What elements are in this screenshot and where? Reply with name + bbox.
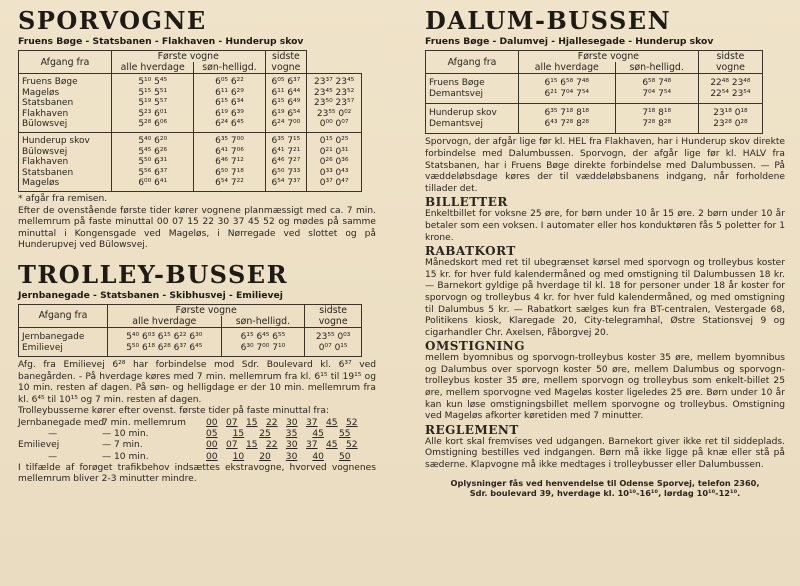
time-cell: 23⁵⁰ 23⁵⁷ — [307, 98, 362, 109]
time-cell: 0⁰⁷ 0¹⁵ — [305, 343, 362, 357]
time-cell: 6²¹ 7⁰⁴ 7⁵⁴ — [519, 89, 616, 104]
dalum-col-forste: Første vogne — [519, 51, 699, 63]
stop-name: Flakhaven — [19, 157, 112, 168]
reglement-text: Alle kort skal fremvises ved udgangen. Barnekort giver ikke ret til siddeplads. Omstigning bestilles ved indgangen. Børn må ikke ligge på knæ eller stå på sæderne. Klapvogne må ikke medtages i trolleybusser eller Dalumbussen. — [425, 436, 785, 471]
schedule-minute: 15 — [232, 429, 245, 440]
time-cell: 5⁴⁵ 6²⁶ — [112, 147, 194, 158]
time-cell: 5¹⁵ 5⁵¹ — [112, 88, 194, 99]
time-cell: 6²⁴ 6⁴⁵ — [194, 119, 265, 132]
trolley-col-sidste: sidste — [305, 304, 362, 316]
dalum-col-afgang: Afgang fra — [426, 51, 519, 74]
schedule-minute: 00 — [206, 418, 218, 429]
schedule-minute: 30 — [286, 440, 298, 451]
dalum-route: Fruens Bøge - Dalumvej - Hjallesegade - Hunderup skov — [425, 36, 714, 47]
time-cell: 22⁴⁸ 23⁴⁸ — [698, 74, 762, 89]
time-cell: 23⁵⁵ 0⁰² — [307, 109, 362, 120]
time-cell: 5¹⁰ 5⁴⁵ — [112, 74, 194, 88]
time-cell: 6¹⁹ 6³⁹ — [194, 109, 265, 120]
dalum-table — [425, 50, 763, 134]
stop-name: Fruens Bøge — [426, 74, 519, 89]
trolley-col-afgang: Afgang fra — [19, 304, 108, 327]
stop-name: Hunderup skov — [426, 104, 519, 119]
table-row — [19, 74, 362, 88]
time-cell: 5²⁸ 6⁰⁶ — [112, 119, 194, 132]
time-cell: 6¹⁵ 6⁴⁹ — [265, 98, 307, 109]
table-row — [426, 119, 763, 134]
stop-name: Demantsvej — [426, 119, 519, 134]
table-row — [19, 157, 362, 168]
time-cell: 6³⁵ 7¹⁵ — [265, 132, 307, 146]
table-row — [19, 119, 362, 132]
dalum-col-sonhellig: søn-helligd. — [615, 62, 698, 74]
time-cell: 5⁴⁰ 6²⁰ — [112, 132, 194, 146]
schedule-minute: 35 — [285, 429, 298, 440]
table-row — [426, 89, 763, 104]
time-cell: 5¹⁹ 5⁵⁷ — [112, 98, 194, 109]
table-row — [19, 343, 362, 357]
time-cell: 23⁵⁵ 0⁰³ — [305, 327, 362, 342]
schedule-place: Jernbanegade med — [18, 418, 105, 429]
schedule-minute: 22 — [266, 418, 278, 429]
col-sonhellig: søn-helligd. — [194, 62, 265, 74]
time-cell: 6⁴⁶ 7¹² — [194, 157, 265, 168]
schedule-row — [18, 418, 376, 429]
stop-name: Mageløs — [19, 178, 112, 191]
time-cell: 6⁵⁰ 7³³ — [265, 168, 307, 179]
time-cell: 0³⁷ 0⁴⁷ — [307, 178, 362, 191]
table-row — [19, 88, 362, 99]
time-cell: 6¹⁵ 6³⁴ — [194, 98, 265, 109]
schedule-minute: 30 — [286, 418, 298, 429]
schedule-minute: 00 — [206, 451, 218, 462]
dalum-text: Sporvogn, der afgår lige før kl. HEL fra Flakhaven, har i Hunderup skov direkte forbindelse med Dalumbussen. Sporvogn, der afgår lige før kl. HALV fra Statsbanen, har i Fruens Bøge direkte forbindelse med Dalumbussen. — På væddeløbsdage køres der til væddeløbsbanens indgang, når forholdene tillader det. — [425, 137, 785, 194]
stop-name: Statsbanen — [19, 98, 112, 109]
schedule-interval: 7 min. mellemrum — [102, 418, 186, 429]
time-cell: 5²³ 6⁰¹ — [112, 109, 194, 120]
time-cell: 7⁰⁴ 7⁵⁴ — [615, 89, 698, 104]
time-cell: 5⁵⁶ 6³⁷ — [112, 168, 194, 179]
time-cell: 7¹⁸ 8¹⁸ — [615, 104, 698, 119]
sporvogne-group-2 — [19, 132, 362, 191]
table-row — [19, 147, 362, 158]
schedule-interval: — 10 min. — [102, 451, 149, 462]
time-cell: 22⁵⁴ 23⁵⁴ — [698, 89, 762, 104]
schedule-row — [18, 452, 376, 463]
schedule-minute: 37 — [306, 418, 318, 429]
trolley-route: Jernbanegade - Statsbanen - Skibhusvej - Emilievej — [18, 289, 283, 301]
stop-name: Statsbanen — [19, 168, 112, 179]
rabatkort-text: Månedskort med ret til ubegrænset kørsel med sporvogn og trolleybus koster 15 kr. for hver fuld kalendermåned og med omstigning til Dalumbussen 18 kr. — Barnekort gyldige på hverdage til kl. 18 for personer under 18 år koster for sporvogn og trolleybus 4 kr. for hver fuld kalendermåned, og med omstigning til Dalumbus 5 kr. — Rabatkort sælges kun fra BT-centralen, Vestergade 68, Politikens kiosk, Klaregade 20, City-telegramhal, Østre Stationsvej 9 og cigarhandler Chr. Axelsen, Fåborgvej 20. — [425, 258, 785, 338]
stop-name: Flakhaven — [19, 109, 112, 120]
footer-line-1: Oplysninger fås ved henvendelse til Odense Sporvej, telefon 2360, — [450, 477, 760, 488]
col-sidste: sidste — [265, 51, 307, 63]
time-cell: 5⁵⁰ 6¹⁸ 6²⁸ 6³⁷ 6⁴⁵ — [108, 343, 222, 357]
time-cell: 0³³ 0⁴³ — [307, 168, 362, 179]
trolley-col-hverdage: alle hverdage — [108, 316, 222, 328]
time-cell: 6³⁵ 7¹⁸ 8¹⁸ — [519, 104, 616, 119]
time-cell: 6⁵⁸ 7⁴⁸ — [615, 74, 698, 89]
billetter-text: Enkeltbillet for voksne 25 øre, for børn under 10 år 15 øre. 2 børn under 10 år betaler som een voksen. I automater eller hos konduktøren fås 5 poletter for 1 krone. — [425, 209, 785, 243]
omstigning-heading: OMSTIGNING — [425, 339, 525, 354]
stop-name: Bülowsvej — [19, 147, 112, 158]
time-cell: 0²⁶ 0³⁶ — [307, 157, 362, 168]
trolley-title: TROLLEY-BUSSER — [18, 259, 289, 289]
stop-name: Fruens Bøge — [19, 74, 112, 88]
col-hverdage: alle hverdage — [112, 62, 194, 74]
time-cell: 6³⁰ 7⁰⁰ 7¹⁰ — [221, 343, 305, 357]
time-cell: 23²⁸ 0²⁸ — [698, 119, 762, 134]
trolley-text2: Trolleybusserne kører efter ovenst. første tider på faste minuttal fra: — [18, 406, 329, 417]
schedule-minute: 40 — [312, 451, 324, 462]
time-cell: 6⁵⁴ 7³⁷ — [265, 178, 307, 191]
sporvogne-group-1 — [19, 74, 362, 133]
stop-name: Mageløs — [19, 88, 112, 99]
sporvogne-footnote: * afgår fra remisen. — [18, 193, 108, 204]
time-cell: 6⁰⁵ 6²² — [194, 74, 265, 88]
time-cell: 6²⁴ 7⁰⁰ — [265, 119, 307, 132]
schedule-minute: 05 — [206, 429, 218, 440]
trolley-col-forste: Første vogne — [108, 304, 305, 316]
time-cell: 0⁰⁰ 0⁰⁷ — [307, 119, 362, 132]
schedule-minute: 15 — [246, 418, 258, 429]
dalum-group-1 — [426, 74, 763, 104]
schedule-row — [18, 440, 376, 451]
left-column — [18, 0, 376, 486]
reglement-heading: REGLEMENT — [425, 422, 519, 437]
schedule-row — [18, 429, 376, 440]
time-cell: 6⁵⁰ 7¹⁸ — [194, 168, 265, 179]
footer-line-2: Sdr. boulevard 39, hverdage kl. 10¹⁰-16¹⁰, lørdag 10¹⁰-12¹⁰. — [469, 488, 741, 499]
table-row — [19, 178, 362, 191]
schedule-minute: 55 — [338, 429, 351, 440]
schedule-minute: 10 — [232, 451, 245, 462]
time-cell: 7²⁸ 8²⁸ — [615, 119, 698, 134]
trolley-text1: Afg. fra Emilievej 6²⁸ har forbindelse mod Sdr. Boulevard kl. 6³⁷ ved banegården. - På hverdage køres med 7 min. mellemrum fra kl. 6¹⁵ til 19¹⁵ og 10 min. resten af dagen. På søn- og helligdage er der 10 min. mellemrum fra kl. 6⁴⁵ til 10¹⁵ og 7 min. resten af dagen. — [18, 360, 376, 405]
time-cell: 5⁴⁰ 6⁰³ 6¹⁵ 6²² 6³⁰ — [108, 327, 222, 342]
trolley-col-sonhellig: søn-helligd. — [221, 316, 305, 328]
trolley-col-vogne: vogne — [305, 316, 362, 328]
dalum-col-sidste: sidste — [698, 51, 762, 63]
time-cell: 6⁰⁰ 6⁴¹ — [112, 178, 194, 191]
schedule-place: — — [48, 451, 58, 462]
rabatkort-heading: RABATKORT — [425, 244, 516, 259]
trolley-rows — [19, 327, 362, 356]
time-cell: 6¹⁹ 6⁵⁴ — [265, 109, 307, 120]
table-row — [19, 132, 362, 146]
schedule-interval: — 10 min. — [102, 429, 149, 440]
table-row — [19, 98, 362, 109]
table-row — [426, 104, 763, 119]
time-cell: 6³⁵ 7⁰⁰ — [194, 132, 265, 146]
schedule-minute: 15 — [246, 440, 258, 451]
schedule-minute: 45 — [326, 418, 338, 429]
right-column — [425, 0, 785, 499]
time-cell: 0²¹ 0³¹ — [307, 147, 362, 158]
time-cell: 5⁵⁰ 6³¹ — [112, 157, 194, 168]
table-row — [19, 109, 362, 120]
time-cell: 6⁴¹ 7²¹ — [265, 147, 307, 158]
sporvogne-route: Fruens Bøge - Statsbanen - Flakhaven - Hunderup skov — [18, 36, 304, 47]
stop-name: Emilievej — [19, 343, 108, 357]
billetter-heading: BILLETTER — [425, 195, 508, 210]
schedule-minute: 45 — [312, 429, 324, 440]
footer — [425, 478, 785, 499]
trolley-table — [18, 304, 362, 357]
dalum-col-hverdage: alle hverdage — [519, 62, 616, 74]
stop-name: Jernbanegade — [19, 327, 108, 342]
schedule-interval: — 7 min. — [102, 440, 143, 451]
trolley-text3: I tilfælde af forøget trafikbehov indsættes ekstravogne, hvorved vognenes mellemrum bliver 2-3 minutter mindre. — [18, 462, 376, 485]
time-cell: 6¹¹ 6²⁹ — [194, 88, 265, 99]
dalum-col-vogne: vogne — [698, 62, 762, 74]
schedule-minute: 45 — [326, 440, 338, 451]
dalum-group-2 — [426, 104, 763, 134]
time-cell: 6⁴³ 7²⁸ 8²⁸ — [519, 119, 616, 134]
col-vogne: vogne — [265, 62, 307, 74]
trolley-schedule — [18, 418, 376, 463]
schedule-minute: 22 — [266, 440, 278, 451]
sporvogne-table — [18, 50, 362, 192]
table-row — [426, 74, 763, 89]
schedule-place: Emilievej — [18, 440, 60, 451]
time-cell: 6¹⁵ 6⁴⁵ 6⁵⁵ — [221, 327, 305, 342]
time-cell: 6¹⁵ 6⁵⁸ 7⁴⁸ — [519, 74, 616, 89]
time-cell: 6⁵⁴ 7²² — [194, 178, 265, 191]
time-cell: 23⁴⁵ 23⁵² — [307, 88, 362, 99]
stop-name: Demantsvej — [426, 89, 519, 104]
sporvogne-title: SPORVOGNE — [18, 6, 207, 35]
time-cell: 6⁰⁵ 6³⁷ — [265, 74, 307, 88]
table-row — [19, 327, 362, 342]
time-cell: 6⁴¹ 7⁰⁶ — [194, 147, 265, 158]
schedule-minute: 52 — [346, 440, 358, 451]
schedule-minute: 07 — [226, 418, 238, 429]
stop-name: Bülowsvej — [19, 119, 112, 132]
schedule-minute: 07 — [226, 440, 238, 451]
table-row — [19, 168, 362, 179]
schedule-minute: 50 — [338, 451, 351, 462]
schedule-minute: 20 — [259, 451, 271, 462]
sporvogne-text: Efter de ovenstående første tider kører vognene planmæssigt med ca. 7 min. mellemrum på faste minuttal 00 07 15 22 30 37 45 52 og mødes på samme minuttal i Kongensgade ved Mageløs, i Nørregade ved slottet og på Hunderupvej ved Bülowsvej. — [18, 205, 376, 251]
time-cell: 0¹⁵ 0²⁵ — [307, 132, 362, 146]
time-cell: 6¹¹ 6⁴⁴ — [265, 88, 307, 99]
schedule-place: — — [48, 429, 58, 440]
stop-name: Hunderup skov — [19, 132, 112, 146]
schedule-minute: 37 — [306, 440, 318, 451]
omstigning-text: mellem byomnibus og sporvogn-trolleybus koster 35 øre, mellem byomnibus og Dalumbus over sporvogn koster 50 øre, mellem Dalumbus og sporvogn-trolleybus koster 35 øre, mellem sporvogn og trolleybus som enkelt-billet 25 øre, mellem sporvogne ved Mageløs koster ligeledes 25 øre. Børn under 10 år kan kun løse omstigningsbillet mellem sporvogne og trolleybus. Omstigning ved Mageløs afkorter køretiden med 7 minutter. — [425, 353, 785, 422]
col-afgang: Afgang fra — [19, 51, 112, 74]
dalum-title: DALUM-BUSSEN — [425, 6, 672, 35]
schedule-minute: 52 — [346, 418, 358, 429]
col-forste: Første vogne — [112, 51, 266, 63]
schedule-minute: 25 — [259, 429, 271, 440]
time-cell: 23³⁷ 23⁴⁵ — [307, 74, 362, 88]
schedule-minute: 30 — [285, 451, 298, 462]
time-cell: 6⁴⁶ 7²⁷ — [265, 157, 307, 168]
schedule-minute: 00 — [206, 440, 218, 451]
time-cell: 23¹⁸ 0¹⁸ — [698, 104, 762, 119]
